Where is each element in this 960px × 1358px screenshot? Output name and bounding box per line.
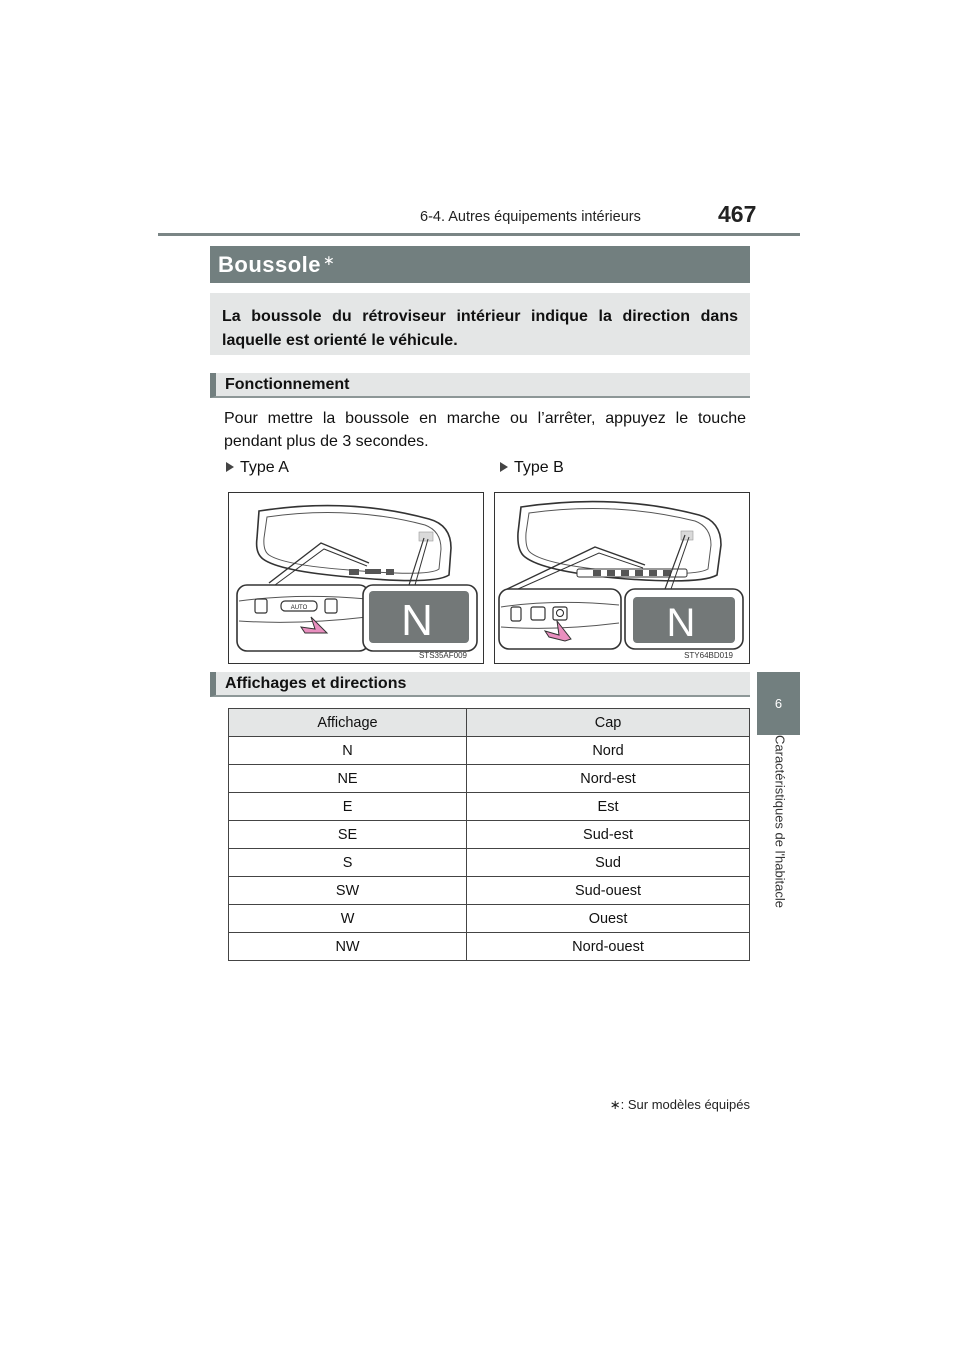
section-heading-displays: Affichages et directions <box>210 672 750 697</box>
figure-mirror-type-a <box>228 492 484 664</box>
intro-summary: La boussole du rétroviseur intérieur indique la direction dans laquelle est orienté le véhicule. <box>210 293 750 355</box>
table-cell: Nord-ouest <box>467 933 750 961</box>
table-row <box>229 821 750 849</box>
header-divider <box>158 233 800 236</box>
table-row <box>229 849 750 877</box>
table-cell: N <box>229 737 467 765</box>
triangle-bullet-icon <box>500 462 508 472</box>
column-header: Cap <box>467 709 750 737</box>
chapter-tab[interactable]: 6 <box>757 672 800 735</box>
asterisk-icon: ∗ <box>323 252 336 268</box>
table-cell: E <box>229 793 467 821</box>
page-title-text: Boussole <box>218 251 322 277</box>
chapter-label: Caractéristiques de l'habitacle <box>772 735 788 909</box>
footnote <box>590 1097 750 1113</box>
figure-code: STS35AF009 <box>418 651 467 660</box>
table-cell: Nord-est <box>467 765 750 793</box>
table-row <box>229 905 750 933</box>
figure-label-type-b <box>500 459 564 477</box>
table-row <box>229 933 750 961</box>
directions-table <box>228 708 750 961</box>
figure-mirror-type-b <box>494 492 750 664</box>
compass-display-letter: N <box>666 601 696 645</box>
auto-button-label: AUTO <box>290 605 308 611</box>
table-cell: Ouest <box>467 905 750 933</box>
table-cell: S <box>229 849 467 877</box>
figure-code: STY64BD019 <box>684 651 733 660</box>
table-cell: Sud-est <box>467 821 750 849</box>
table-cell: SE <box>229 821 467 849</box>
compass-display-letter: N <box>401 596 433 645</box>
page-number: 467 <box>718 201 757 227</box>
table-row <box>229 765 750 793</box>
mirror-illustration <box>229 493 483 663</box>
table-cell: NE <box>229 765 467 793</box>
column-header: Affichage <box>229 709 467 737</box>
mirror-illustration <box>495 493 749 663</box>
asterisk-icon: ∗ <box>609 1097 621 1112</box>
page-title <box>210 246 750 283</box>
figure-label-text: Type A <box>240 459 289 476</box>
table-cell: Est <box>467 793 750 821</box>
triangle-bullet-icon <box>226 462 234 472</box>
operation-paragraph: Pour mettre la boussole en marche ou l’arrêter, appuyez le touche pendant plus de 3 secondes. <box>224 410 746 450</box>
table-cell: Nord <box>467 737 750 765</box>
figure-label-type-a <box>226 459 289 477</box>
table-header-row <box>229 709 750 737</box>
table-cell: Sud <box>467 849 750 877</box>
table-row <box>229 877 750 905</box>
section-breadcrumb: 6-4. Autres équipements intérieurs <box>420 209 641 225</box>
table-cell: NW <box>229 933 467 961</box>
table-cell: SW <box>229 877 467 905</box>
table-cell: W <box>229 905 467 933</box>
table-row <box>229 793 750 821</box>
section-heading-operation: Fonctionnement <box>210 373 750 398</box>
table-cell: Sud-ouest <box>467 877 750 905</box>
figure-label-text: Type B <box>514 459 564 476</box>
footnote-text: : Sur modèles équipés <box>620 1097 750 1112</box>
table-row <box>229 737 750 765</box>
